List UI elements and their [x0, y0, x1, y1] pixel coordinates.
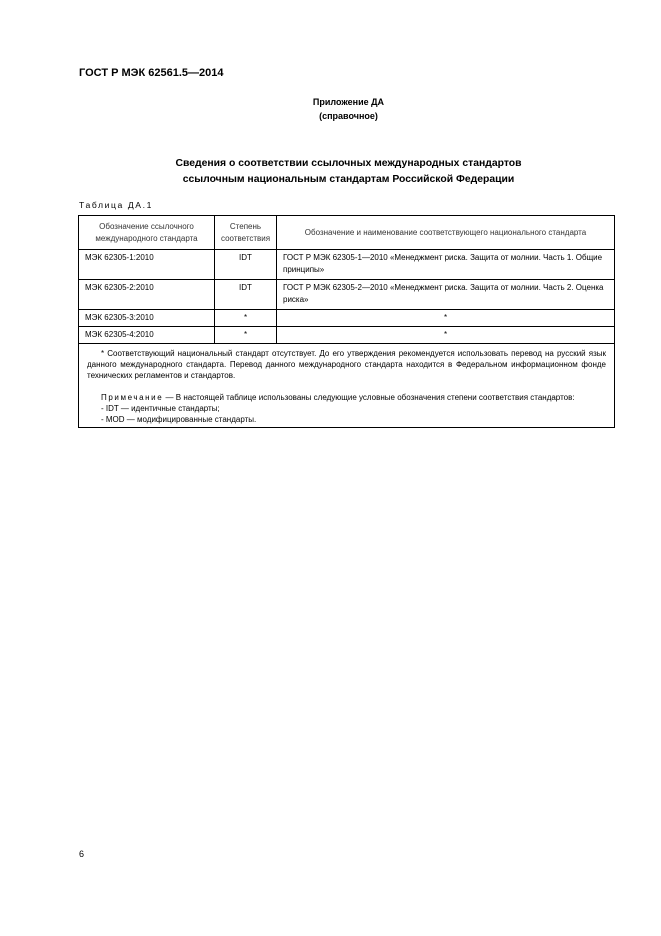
cell-intl: МЭК 62305-2:2010	[79, 280, 215, 310]
page-number: 6	[79, 849, 85, 859]
table-row	[79, 310, 615, 327]
note-label: Примечание	[101, 393, 164, 402]
annex-heading	[0, 95, 661, 123]
cell-intl: МЭК 62305-3:2010	[79, 310, 215, 327]
cell-degree: *	[215, 327, 277, 344]
table-row	[79, 280, 615, 310]
annex-label: Приложение ДА	[312, 97, 385, 107]
cell-national: *	[277, 310, 615, 327]
note-item-mod: - MOD — модифицированные стандарты.	[101, 415, 257, 424]
annex-title	[0, 156, 661, 188]
annex-kind: (справочное)	[319, 111, 378, 121]
table-notes-row	[79, 344, 615, 428]
annex-title-line1: Сведения о соответствии ссылочных международных стандартов	[175, 158, 522, 169]
table-caption: Таблица ДА.1	[79, 200, 154, 210]
document-code: ГОСТ Р МЭК 62561.5—2014	[79, 67, 224, 79]
note-item-idt: - IDT — идентичные стандарты;	[101, 404, 220, 413]
cell-degree: *	[215, 310, 277, 327]
header-national-standard: Обозначение и наименование соответствующего национального стандарта	[277, 216, 615, 250]
table-footnote: * Соответствующий национальный стандарт отсутствует. До его утверждения рекомендуется использовать перевод на русский язык данного международного стандарта. Перевод данного международного стандарта находится в Федеральном информационном фонде технических регламентов и стандартов.	[87, 349, 606, 380]
cell-intl: МЭК 62305-1:2010	[79, 250, 215, 280]
correspondence-table	[78, 215, 615, 428]
note-text: — В настоящей таблице использованы следующие условные обозначения степени соответствия стандартов:	[163, 393, 575, 402]
cell-national: *	[277, 327, 615, 344]
cell-degree: IDT	[215, 280, 277, 310]
table-row	[79, 250, 615, 280]
header-intl-standard: Обозначение ссылочного международного стандарта	[79, 216, 215, 250]
cell-national: ГОСТ Р МЭК 62305-2—2010 «Менеджмент риска. Защита от молнии. Часть 2. Оценка риска»	[277, 280, 615, 310]
annex-title-line2: ссылочным национальным стандартам Российской Федерации	[182, 174, 515, 185]
table-row	[79, 327, 615, 344]
table-note	[87, 392, 606, 403]
table-header-row	[79, 216, 615, 250]
cell-national: ГОСТ Р МЭК 62305-1—2010 «Менеджмент риска. Защита от молнии. Часть 1. Общие принципы»	[277, 250, 615, 280]
cell-intl: МЭК 62305-4:2010	[79, 327, 215, 344]
cell-degree: IDT	[215, 250, 277, 280]
table-notes	[79, 344, 615, 428]
header-degree: Степень соответствия	[215, 216, 277, 250]
